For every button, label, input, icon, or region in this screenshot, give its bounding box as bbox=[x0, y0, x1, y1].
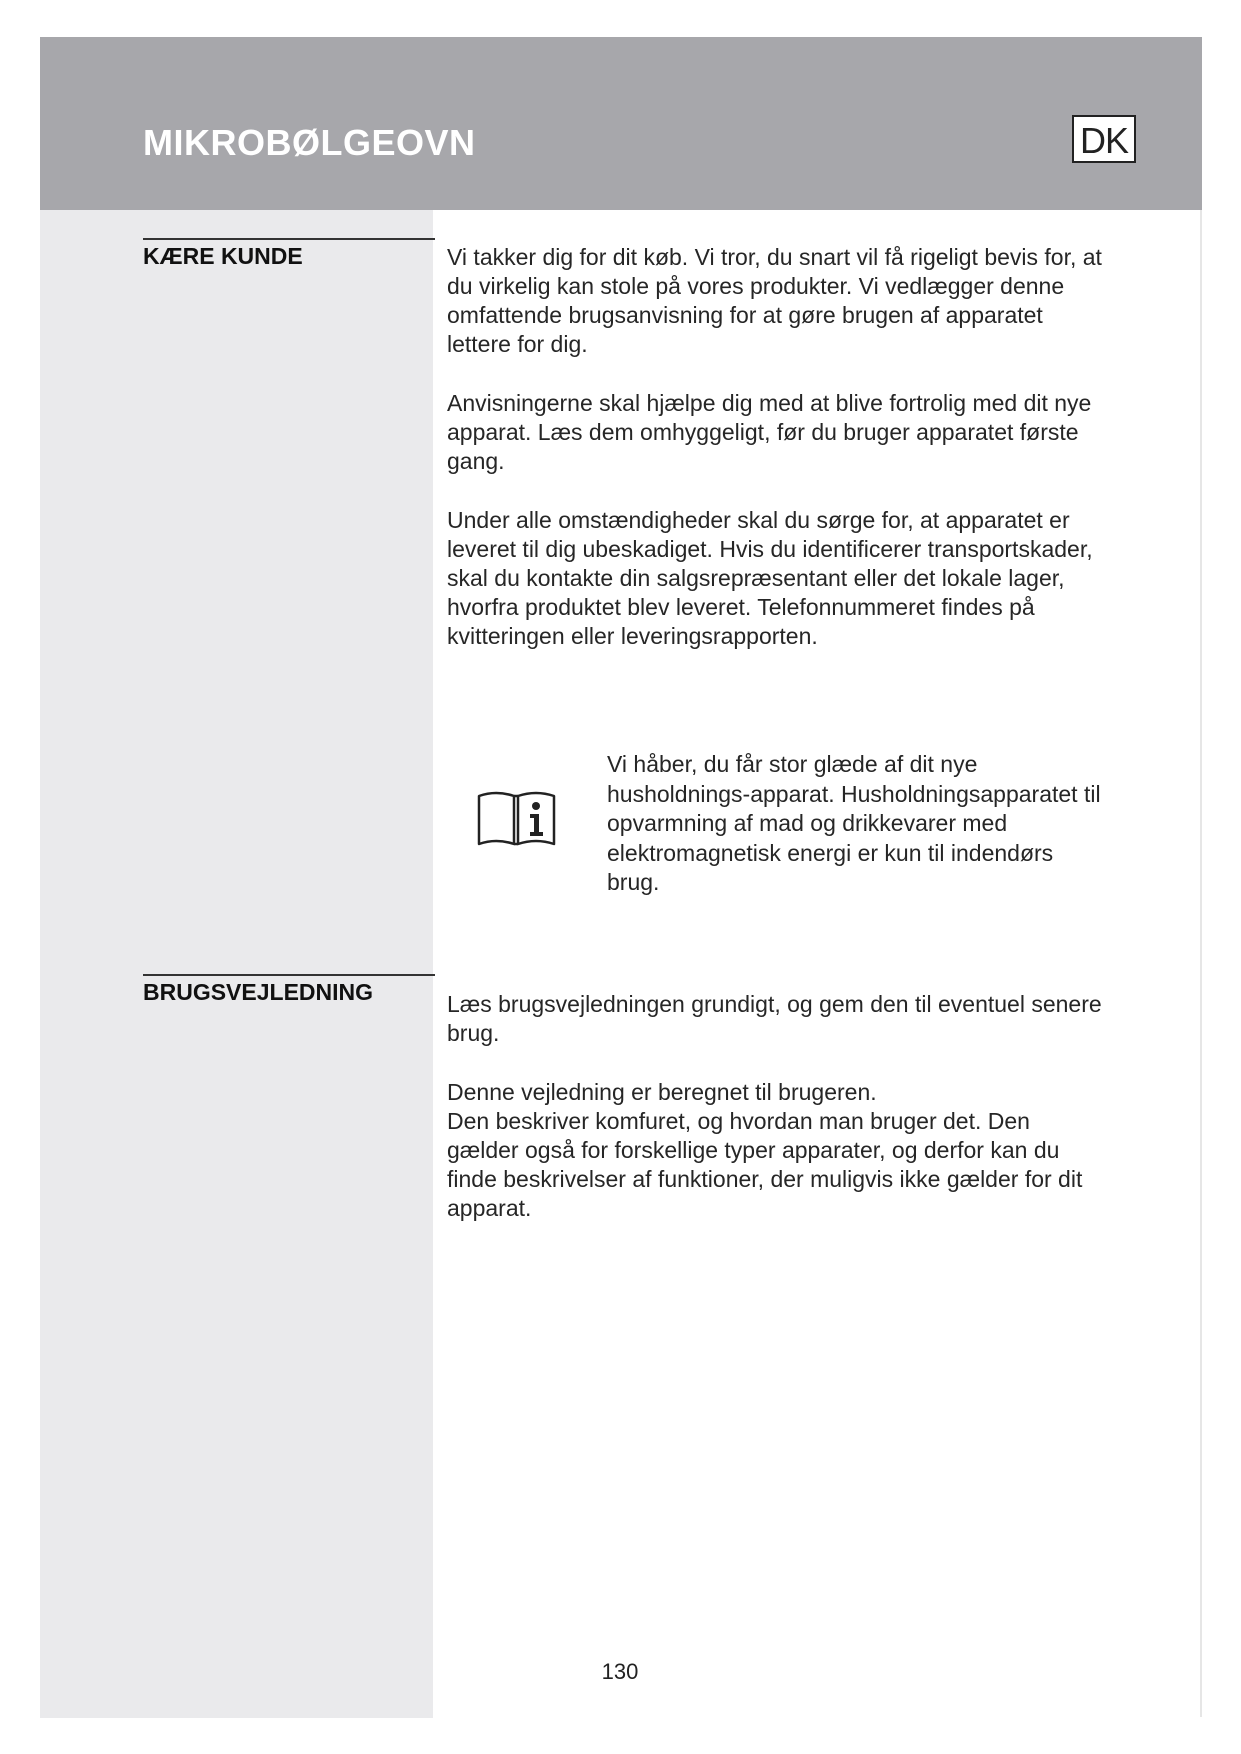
paragraph: Den beskriver komfuret, og hvordan man bruger det. Den gælder også for forskellige typer apparater, og derfor kan du finde beskrivelser af funktioner, der muligvis ikke gælder for dit apparat. bbox=[447, 1108, 1083, 1221]
language-badge: DK bbox=[1072, 115, 1136, 163]
info-manual-icon bbox=[476, 786, 560, 848]
paragraph: Under alle omstændigheder skal du sørge for, at apparatet er leveret til dig ubeskadiget. Hvis du identificerer transportskader, skal du kontakte din salgsrepræsentant eller det lokale lager, hvorfra produktet blev leveret. Telefonnummeret findes på kvitteringen eller leveringsrapporten. bbox=[447, 507, 1093, 649]
section-user-guide-body bbox=[447, 990, 1107, 1223]
page-number: 130 bbox=[601, 1659, 639, 1684]
paragraph: Anvisningerne skal hjælpe dig med at blive fortrolig med dit nye apparat. Læs dem omhyggeligt, før du bruger apparatet første gang. bbox=[447, 390, 1092, 474]
section-dear-customer-body bbox=[447, 243, 1107, 651]
paragraph: Læs brugsvejledningen grundigt, og gem den til eventuel senere brug. bbox=[447, 991, 1102, 1046]
section-heading-user-guide: BRUGSVEJLEDNING bbox=[143, 974, 435, 1006]
info-note-text: Vi håber, du får stor glæde af dit nye husholdnings-apparat. Husholdningsapparatet til opvarmning af mad og drikkevarer med elektromagnetisk energi er kun til indendørs brug. bbox=[607, 751, 1101, 895]
page-title: MIKROBØLGEOVN bbox=[143, 122, 476, 163]
paragraph: Denne vejledning er beregnet til brugeren. bbox=[447, 1079, 877, 1105]
paragraph: Vi takker dig for dit køb. Vi tror, du snart vil få rigeligt bevis for, at du virkelig kan stole på vores produkter. Vi vedlægger denne omfattende brugsanvisning for at gøre brugen af apparatet lettere for dig. bbox=[447, 244, 1102, 357]
section-heading-dear-customer: KÆRE KUNDE bbox=[143, 238, 435, 270]
left-column bbox=[40, 210, 433, 1718]
